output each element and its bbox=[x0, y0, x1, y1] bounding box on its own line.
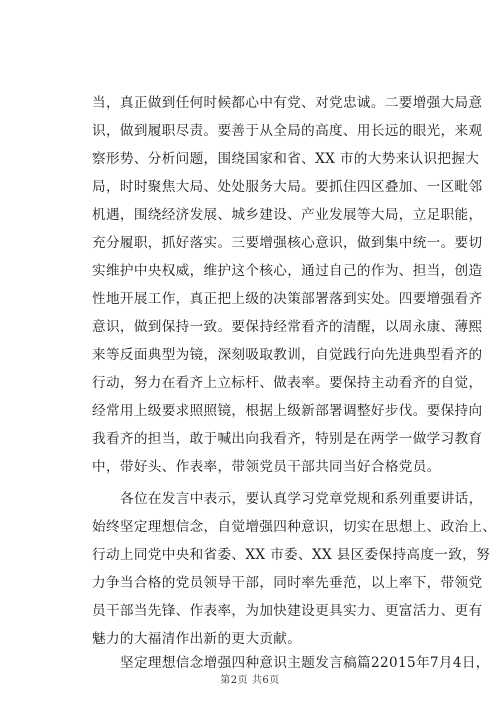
text-line: 各位在发言中表示，要认真学习党章党规和系列重要讲话， bbox=[120, 491, 483, 507]
text-line: 力争当合格的党员领导干部，同时率先垂范，以上率下，带领党 bbox=[92, 575, 483, 591]
text-line: 我看齐的担当，敢于喊出向我看齐，特别是在两学一做学习教育 bbox=[92, 431, 483, 447]
text-line: 魅力的大福清作出新的更大贡献。 bbox=[92, 631, 302, 647]
text-line: 识，做到履职尽责。要善于从全局的高度、用长远的眼光，来观 bbox=[92, 123, 483, 139]
text-line: 察形势、分析问题，围绕国家和省、XX 市的大势来认识把握大 bbox=[92, 151, 480, 167]
text-line: 意识，做到保持一致。要保持经常看齐的清醒，以周永康、薄熙 bbox=[92, 319, 483, 335]
page-footer: 第2页 共6页 bbox=[220, 675, 280, 686]
text-line: 经常用上级要求照照镜，根据上级新部署调整好步伐。要保持向 bbox=[92, 403, 483, 419]
text-line: 机遇，围绕经济发展、城乡建设、产业发展等大局，立足职能， bbox=[92, 207, 483, 223]
text-line: 局，时时聚焦大局、处处服务大局。要抓住四区叠加、一区毗邻 bbox=[92, 179, 483, 195]
text-line: 来等反面典型为镜，深刻吸取教训，自觉践行向先进典型看齐的 bbox=[92, 347, 483, 363]
text-line: 员干部当先锋、作表率，为加快建设更具实力、更富活力、更有 bbox=[92, 603, 483, 619]
text-line: 行动上同党中央和省委、XX 市委、XX 县区委保持高度一致，努 bbox=[92, 547, 491, 563]
text-line: 坚定理想信念增强四种意识主题发言稿篇22015年7月4日， bbox=[120, 655, 490, 671]
text-line: 始终坚定理想信念，自觉增强四种意识，切实在思想上、政治上、 bbox=[92, 519, 497, 535]
text-line: 实维护中央权威，维护这个核心，通过自己的作为、担当，创造 bbox=[92, 263, 483, 279]
text-line: 中，带好头、作表率，带领党员干部共同当好合格党员。 bbox=[92, 459, 441, 475]
text-line: 性地开展工作，真正把上级的决策部署落到实处。四要增强看齐 bbox=[92, 291, 483, 307]
text-line: 当，真正做到任何时候都心中有党、对党忠诚。二要增强大局意 bbox=[92, 95, 483, 111]
text-line: 行动，努力在看齐上立标杆、做表率。要保持主动看齐的自觉， bbox=[92, 375, 483, 391]
text-line: 充分履职，抓好落实。三要增强核心意识，做到集中统一。要切 bbox=[92, 235, 483, 251]
